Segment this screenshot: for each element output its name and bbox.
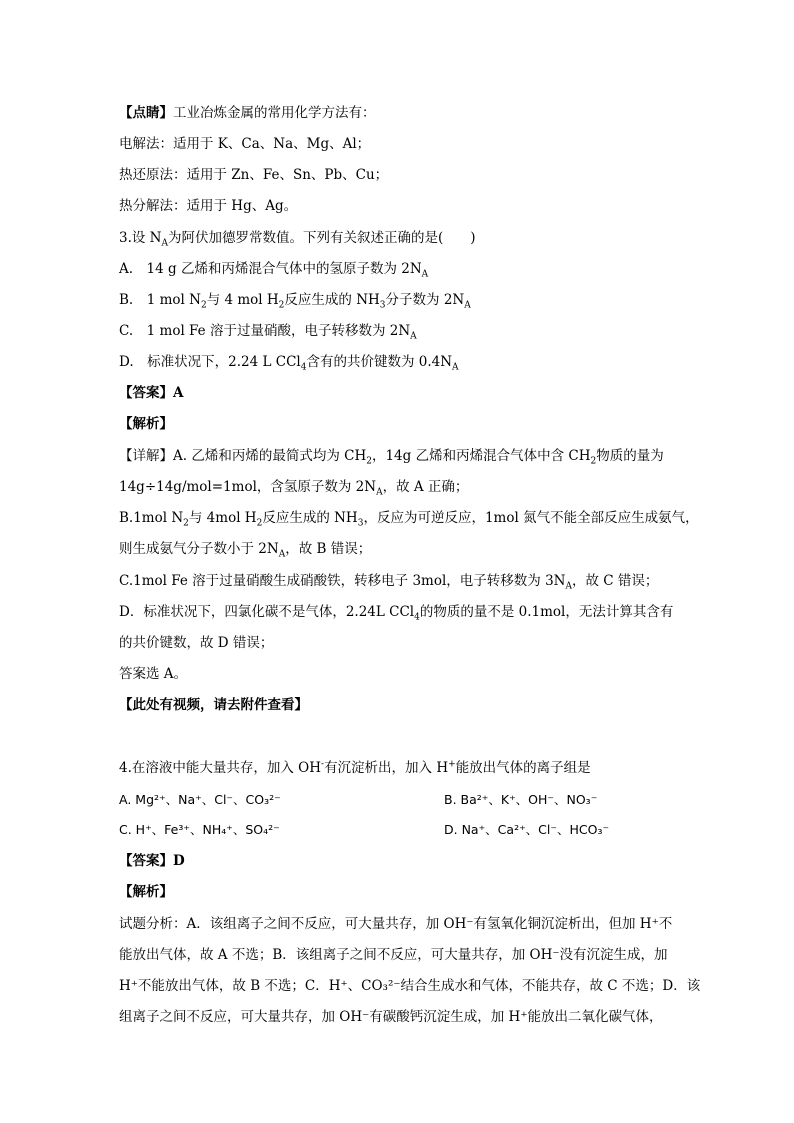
q4-option-c: C. H⁺、Fe³⁺、NH₄⁺、SO₄²⁻ (119, 822, 280, 837)
q4-explain-3: H⁺不能放出气体，故 B 不选；C．H⁺、CO₃²⁻结合生成水和气体，不能共存，故 C 不选；D．该 (119, 978, 701, 994)
dianjing-intro: 【点睛】工业冶炼金属的常用化学方法有： (119, 105, 376, 121)
q4-option-b: B. Ba²⁺、K⁺、OH⁻、NO₃⁻ (444, 792, 598, 807)
q4-explain-4: 组离子之间不反应，可大量共存，加 OH⁻有碳酸钙沉淀生成，加 H⁺能放出二氧化碳气体， (119, 1009, 663, 1025)
dianjing-line-2: 热还原法：适用于 Zn、Fe、Sn、Pb、Cu； (119, 167, 389, 183)
dianjing-line-3: 热分解法：适用于 Hg、Ag。 (119, 198, 298, 214)
dianjing-line-1: 电解法：适用于 K、Ca、Na、Mg、Al； (119, 136, 371, 152)
q4-options-row-1 (119, 790, 281, 810)
q3-analysis-title: 【解析】 (119, 416, 173, 432)
q3-answer: 【答案】A (119, 385, 184, 401)
q4-option-a: A. Mg²⁺、Na⁺、Cl⁻、CO₃²⁻ (119, 792, 281, 807)
q3-explain-6: D．标准状况下，四氯化碳不是气体，2.24L CCl$_4$的物质的量不是 0.1mol，无法计算其含有 (119, 604, 674, 623)
q3-option-d: D. 标准状况下，2.24 L CCl$_4$含有的共价键数为 $0.4N_A$ (119, 354, 459, 373)
video-note: 【此处有视频，请去附件查看】 (119, 697, 308, 713)
q4-explain-1: 试题分析：A．该组离子之间不反应，可大量共存，加 OH⁻有氢氧化铜沉淀析出，但加 H⁺不 (119, 916, 673, 932)
q3-option-a: A. 14 g 乙烯和丙烯混合气体中的氢原子数为 $2N_A$ (119, 261, 429, 280)
q4-explain-2: 能放出气体，故 A 不选；B．该组离子之间不反应，可大量共存，加 OH⁻没有沉淀生成，加 (119, 947, 668, 963)
q3-explain-3: B.1mol $N_2$与 4mol $H_2$反应生成的 $NH_3$，反应为可逆反应，1mol 氮气不能全部反应生成氨气， (119, 510, 699, 529)
q4-option-d: D. Na⁺、Ca²⁺、Cl⁻、HCO₃⁻ (444, 822, 610, 837)
q3-explain-2: 14g÷14g/mol=1mol，含氢原子数为 $2N_A$，故 A 正确； (119, 479, 469, 498)
q3-final-answer: 答案选 A。 (119, 666, 188, 682)
q3-explain-7: 的共价键数，故 D 错误； (119, 635, 274, 651)
q4-analysis-title: 【解析】 (119, 884, 173, 900)
q4-answer: 【答案】D (119, 853, 185, 869)
q3-explain-1: 【详解】A. 乙烯和丙烯的最简式均为 $CH_2$，14g 乙烯和丙烯混合气体中含 $CH_2$物质的量为 (119, 448, 664, 467)
q3-explain-4: 则生成氨气分子数小于 $2N_A$，故 B 错误； (119, 541, 372, 560)
q3-explain-5: C.1mol Fe 溶于过量硝酸生成硝酸铁，转移电子 3mol，电子转移数为 $3N_A$，故 C 错误； (119, 573, 659, 592)
q3-stem: 3.设 $N_A$为阿伏加德罗常数值。下列有关叙述正确的是( ) (119, 230, 476, 249)
dianjing-title: 【点睛】 (119, 105, 173, 121)
q4-stem: 4.在溶液中能大量共存，加入 OH-有沉淀析出，加入 H+能放出气体的离子组是 (119, 759, 591, 776)
q3-option-b: B. 1 mol $N_2$与 4 mol $H_2$反应生成的 $NH_3$分子数为 $2N_A$ (119, 292, 471, 311)
q3-option-c: C. 1 mol Fe 溶于过量硝酸，电子转移数为 $2N_A$ (119, 323, 417, 342)
